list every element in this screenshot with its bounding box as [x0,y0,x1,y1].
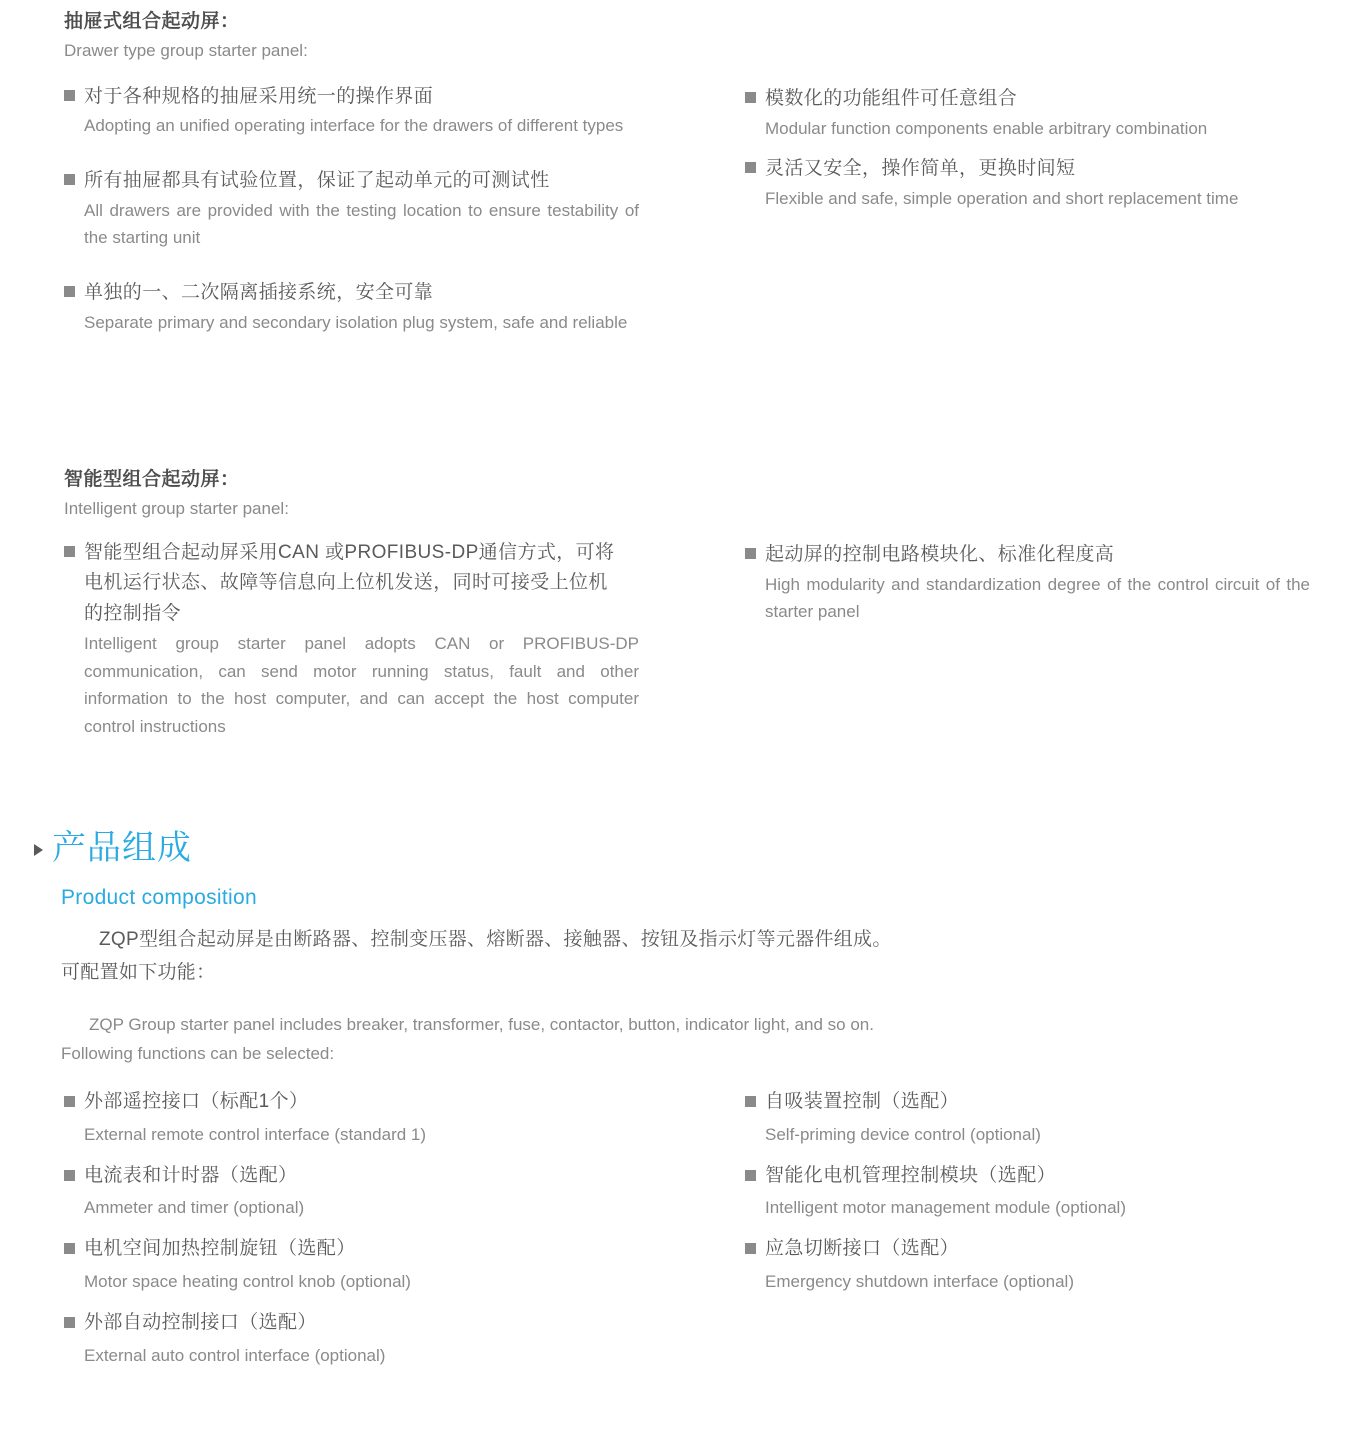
section-drawer-type-right-column [745,84,1305,213]
square-bullet-icon [64,90,75,101]
list-item-cn: 智能化电机管理控制模块（选配） [765,1164,1057,1186]
bullet-line [745,1088,1305,1117]
section-drawer-type-cn-title: 抽屉式组合起动屏： [64,11,240,32]
product-composition-right-column [745,1088,1305,1295]
bullet-line [64,82,639,113]
list-item [745,1088,1305,1148]
square-bullet-icon [745,92,756,103]
square-bullet-icon [745,1170,756,1181]
list-item [64,538,639,740]
bullet-line [745,84,1305,115]
list-item-en: Emergency shutdown interface (optional) [765,1271,1074,1291]
list-item [64,166,639,252]
list-item-en: Modular function components enable arbitrary combination [765,118,1208,138]
list-item-cn: 对于各种规格的抽屉采用统一的操作界面 [84,85,434,107]
list-item-cn: 外部自动控制接口（选配） [84,1312,317,1334]
list-item-en: Intelligent group starter panel adopts CAN or PROFIBUS-DP communication, can send motor running status, fault and other information to the host computer, and can accept the host computer control instructions [84,633,639,736]
list-item-en: Motor space heating control knob (optional) [84,1271,411,1291]
list-item-cn: 应急切断接口（选配） [765,1238,960,1260]
list-item-en: Flexible and safe, simple operation and short replacement time [765,189,1239,209]
list-item [745,1235,1305,1295]
bullet-line [64,1235,639,1264]
bullet-line [745,1235,1305,1264]
section-intelligent-type-left-column [64,466,639,740]
bullet-line [64,166,639,197]
list-item-cn: 电流表和计时器（选配） [84,1164,298,1186]
list-item [745,1162,1305,1222]
list-item-cn: 所有抽屉都具有试验位置，保证了起动单元的可测试性 [84,169,550,191]
square-bullet-icon [64,546,75,557]
section-intelligent-type-cn-title: 智能型组合起动屏： [64,469,240,490]
list-item-en: Self-priming device control (optional) [765,1124,1041,1144]
list-item [64,1309,639,1369]
list-item-en: External remote control interface (standard 1) [84,1124,427,1144]
list-item-en: Adopting an unified operating interface for the drawers of different types [84,116,624,136]
bullet-line [64,1309,639,1338]
square-bullet-icon [745,162,756,173]
section-intelligent-type-right-column [745,540,1310,626]
square-bullet-icon [745,1243,756,1254]
list-item-en: Separate primary and secondary isolation plug system, safe and reliable [84,312,628,332]
product-composition-paragraph-cn: ZQP型组合起动屏是由断路器、控制变压器、熔断器、接触器、按钮及指示灯等元器件组成。可配置如下功能： [61,929,892,983]
square-bullet-icon [745,1096,756,1107]
triangle-marker-icon [34,844,43,856]
list-item-en: Intelligent motor management module (optional) [765,1198,1126,1218]
section-drawer-type-en-title: Drawer type group starter panel: [64,40,308,60]
list-item [745,540,1310,626]
list-item-cn: 起动屏的控制电路模块化、标准化程度高 [765,544,1115,565]
list-item-en: All drawers are provided with the testing location to ensure testability of the starting unit [84,200,639,248]
product-composition-cn-title: 产品组成 [52,829,192,867]
list-item-cn: 单独的一、二次隔离插接系统，安全可靠 [84,281,434,303]
section-drawer-type-left-column [64,8,639,336]
list-item-cn: 智能型组合起动屏采用CAN 或PROFIBUS-DP通信方式，可将电机运行状态、故障等信息向上位机发送，同时可接受上位机的控制指令 [84,541,615,625]
list-item-cn: 电机空间加热控制旋钮（选配） [84,1238,356,1260]
bullet-line [745,540,1305,571]
product-composition-en-title: Product composition [61,886,257,909]
list-item-cn: 自吸装置控制（选配） [765,1091,960,1112]
product-composition-paragraph-en: ZQP Group starter panel includes breaker, transformer, fuse, contactor, button, indicator light, and so on. Following functions can be selected: [61,1015,874,1064]
list-item [745,154,1305,212]
list-item-en: High modularity and standardization degree of the control circuit of the starter panel [765,574,1310,622]
list-item-cn: 模数化的功能组件可任意组合 [765,88,1018,109]
list-item [64,1088,639,1148]
square-bullet-icon [64,1243,75,1254]
square-bullet-icon [64,1170,75,1181]
list-item [64,1235,639,1295]
product-composition-heading [34,828,192,869]
square-bullet-icon [64,1096,75,1107]
square-bullet-icon [745,548,756,559]
bullet-line [64,1162,639,1191]
bullet-line [745,1162,1305,1191]
square-bullet-icon [64,286,75,297]
product-composition-left-column [64,1088,639,1369]
list-item-en: External auto control interface (optional) [84,1345,386,1365]
bullet-line [745,154,1305,185]
section-intelligent-type-en-title: Intelligent group starter panel: [64,498,289,518]
square-bullet-icon [64,1317,75,1328]
list-item-cn: 灵活又安全，操作简单，更换时间短 [765,158,1076,180]
list-item [64,82,639,140]
list-item [745,84,1305,142]
bullet-line [64,1088,639,1117]
list-item [64,1162,639,1222]
list-item [64,278,639,336]
list-item-cn: 外部遥控接口（标配1个） [84,1091,309,1112]
list-item-en: Ammeter and timer (optional) [84,1198,305,1218]
bullet-line [64,538,639,630]
bullet-line [64,278,639,309]
